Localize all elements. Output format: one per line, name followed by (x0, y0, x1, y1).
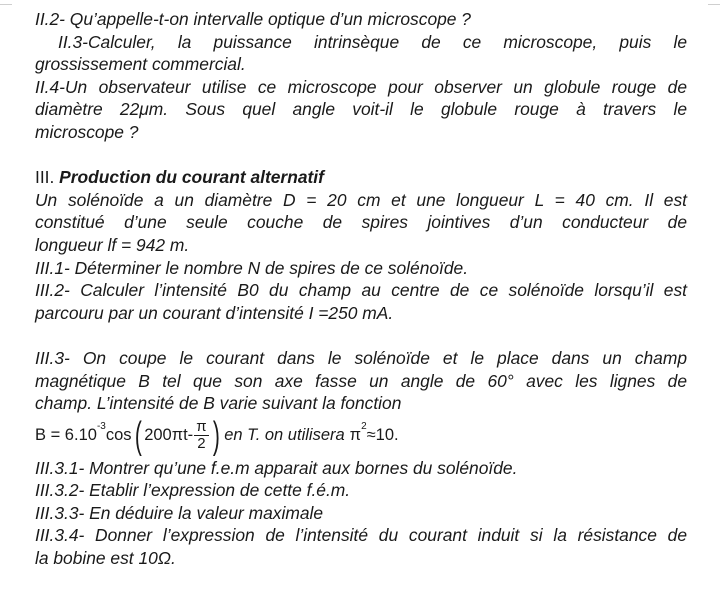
page-corner-right (708, 0, 720, 5)
statement-line2: constitué d’une seule couche de spires jointives d’un conducteur de (35, 212, 687, 233)
equation-arg: 200πt- (144, 426, 194, 445)
question-iii31: III.3.1- Montrer qu’une f.e.m apparait aux bornes du solénoïde. (35, 457, 518, 478)
question-iii34-line1: III.3.4- Donner l’expression de l’intensité du courant induit si la résistance de (35, 525, 687, 546)
question-iii34-line2: la bobine est 10Ω. (35, 548, 176, 569)
question-iii1: III.1- Déterminer le nombre N de spires de ce solénoïde. (35, 257, 469, 278)
page-corner-left (0, 0, 12, 5)
section-number: III. (35, 167, 60, 188)
statement-line3: longueur lf = 942 m. (35, 234, 190, 255)
equation-exponent: -3 (96, 421, 106, 433)
question-iii3-line3: champ. L’intensité de B varie suivant la fonction (35, 393, 402, 414)
left-paren: ( (134, 414, 142, 457)
equation-lhs: B = 6.10 (35, 426, 97, 445)
question-ii4-line2: diamètre 22μm. Sous quel angle voit-il le globule rouge à travers le (35, 99, 687, 120)
question-ii4-line3: microscope ? (35, 121, 139, 142)
question-ii2: II.2- Qu’appelle-t-on intervalle optique d’un microscope ? (35, 9, 471, 29)
spacer (35, 144, 687, 167)
question-iii32: III.3.2- Etablir l’expression de cette f.é.m. (35, 480, 351, 501)
equation-tail: en T. on utilisera (224, 426, 345, 445)
field-equation (35, 415, 687, 457)
question-ii3-line2: grossissement commercial. (35, 54, 246, 75)
question-iii2-line1: III.2- Calculer l’intensité B0 du champ au centre de ce solénoïde lorsqu’il est (35, 280, 687, 301)
statement-line1: Un solénoïde a un diamètre D = 20 cm et une longueur L = 40 cm. Il est (35, 189, 687, 210)
equation-pi: π (349, 426, 362, 445)
question-ii4-line1: II.4-Un observateur utilise ce microscope pour observer un globule rouge de (35, 76, 687, 97)
exercise-text (35, 8, 687, 570)
fraction-numerator: π (196, 418, 207, 436)
fraction (194, 419, 208, 452)
question-ii3-line1: II.3-Calculer, la puissance intrinsèque de ce microscope, puis le (58, 31, 687, 52)
question-iii3-line1: III.3- On coupe le courant dans le solénoïde et le place dans un champ (35, 347, 687, 368)
question-iii3-line2: magnétique B tel que son axe fasse un angle de 60° avec les lignes de (35, 370, 687, 391)
equation-pi-exponent: 2 (361, 421, 367, 433)
spacer (35, 324, 687, 347)
equation-func: cos (105, 426, 132, 445)
fraction-denominator: 2 (197, 435, 206, 453)
equation-approx: ≈10. (366, 426, 399, 445)
section-iii-heading (35, 166, 687, 189)
section-title: Production du courant alternatif (59, 167, 324, 188)
question-iii33: III.3.3- En déduire la valeur maximale (35, 502, 324, 523)
right-paren: ) (212, 414, 220, 457)
question-iii2-line2: parcouru par un courant d’intensité I =250 mA. (35, 302, 394, 323)
